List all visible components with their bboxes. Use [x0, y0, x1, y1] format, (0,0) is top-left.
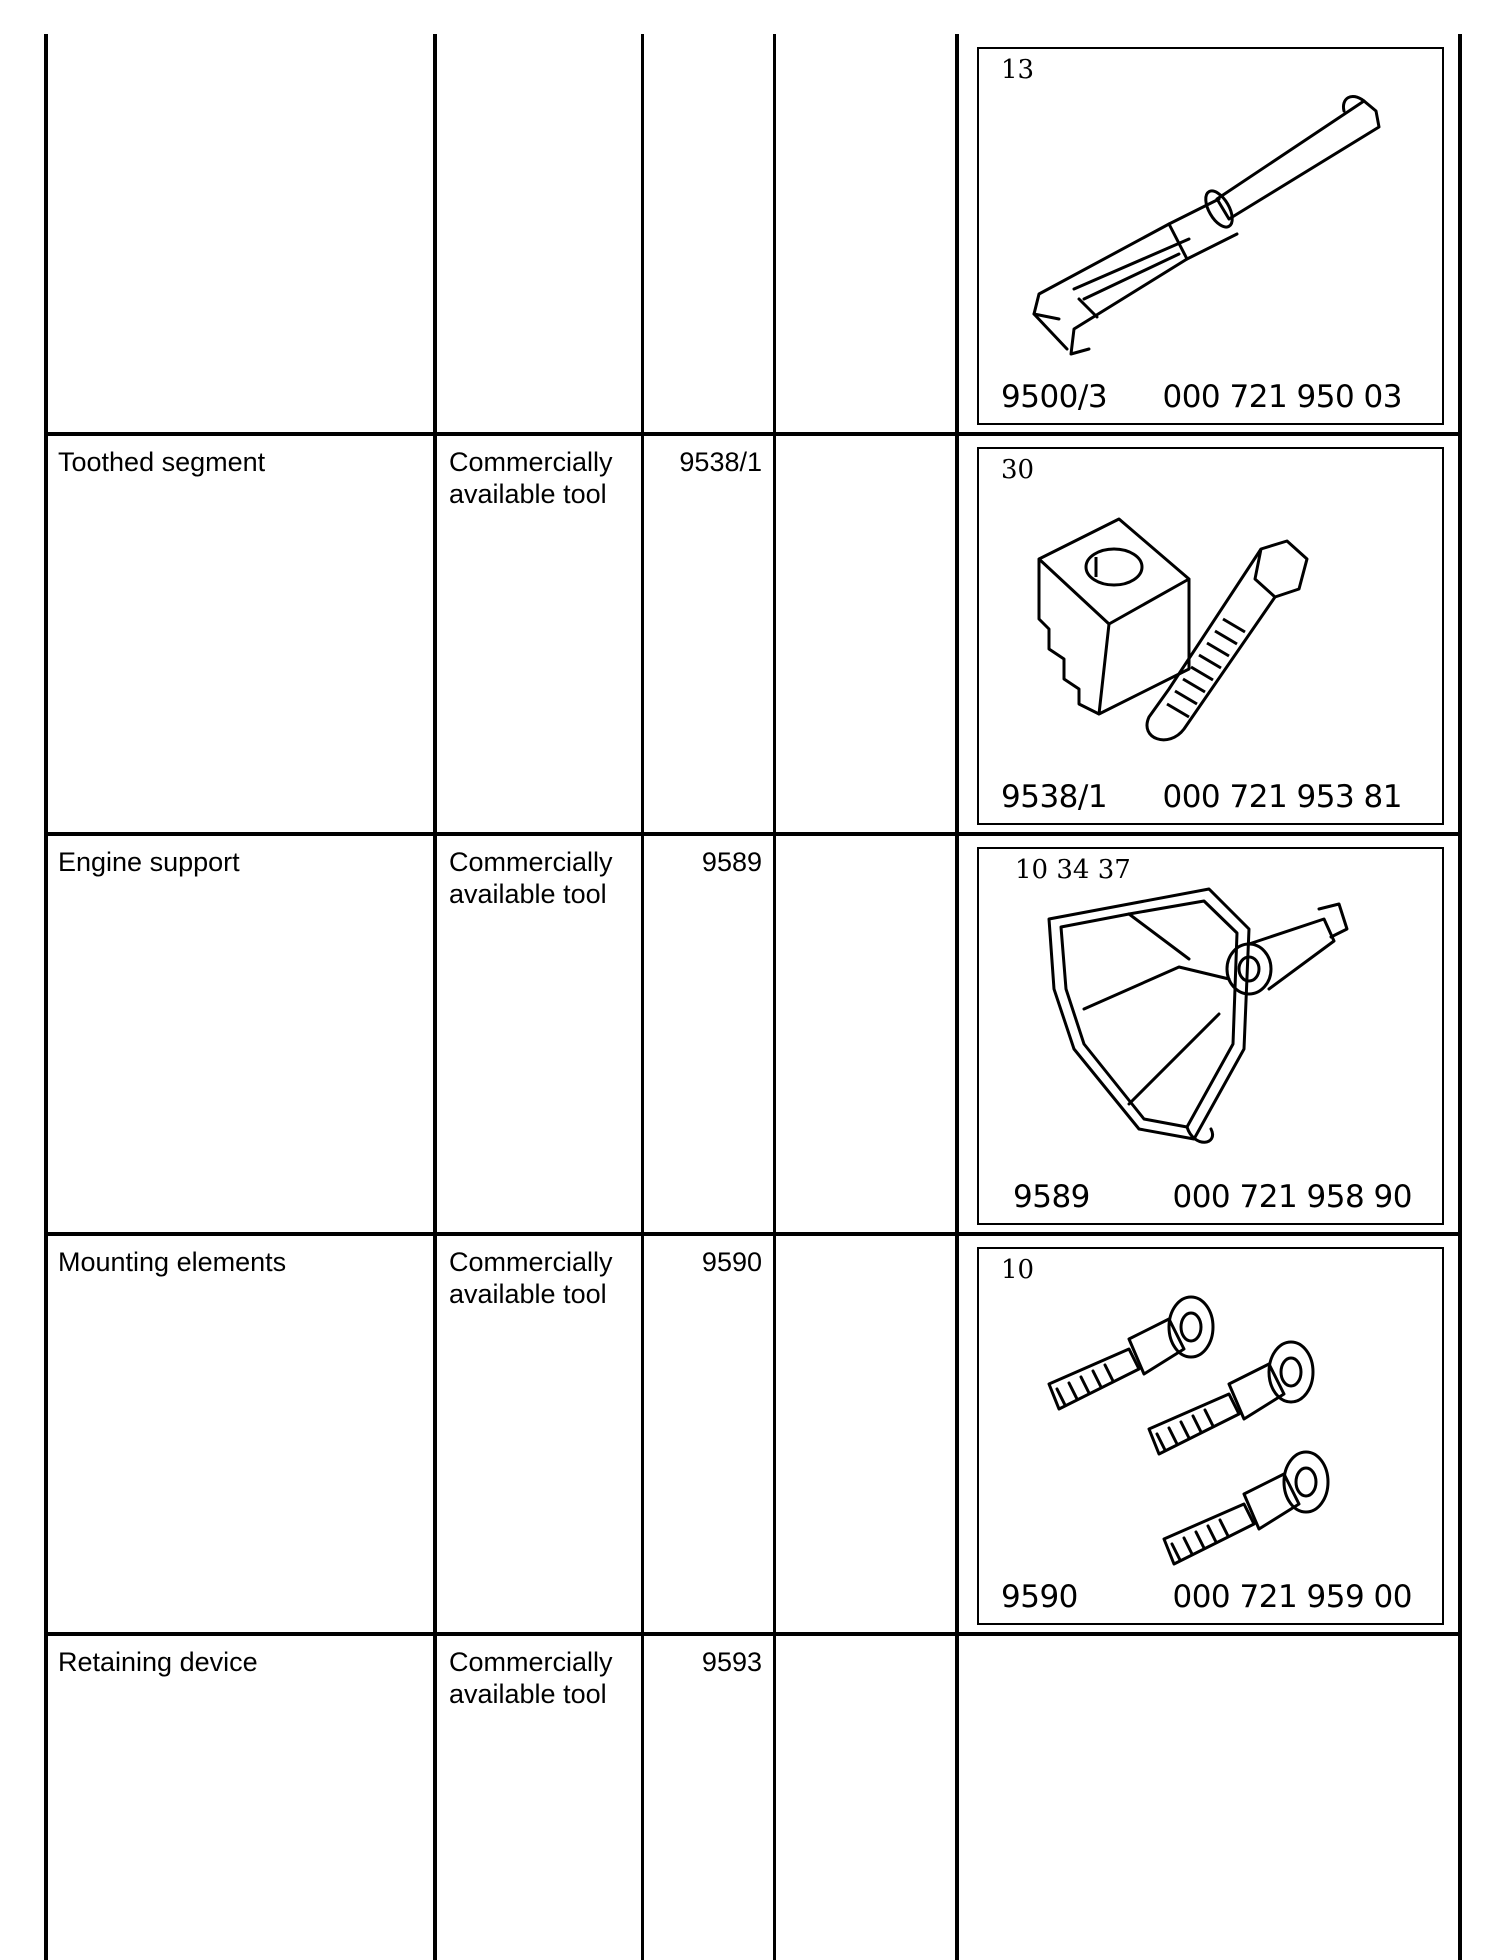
tool-figure [977, 847, 1444, 1225]
tool-number-cell: 9593 [701, 1647, 762, 1677]
figure-tool-code: 9500/3 [1001, 379, 1108, 415]
figure-reference: 13 [1001, 55, 1035, 85]
tool-figure [977, 1247, 1444, 1625]
designation-cell: Toothed segment [58, 447, 266, 477]
remark-cell: Commercially available tool [449, 847, 613, 909]
row-divider [46, 1632, 1462, 1636]
figure-tool-code: 9590 [1001, 1579, 1078, 1615]
mounting-bolts-icon [979, 1249, 1442, 1623]
table-border-left [44, 34, 48, 1960]
figure-tool-code: 9538/1 [1001, 779, 1108, 815]
designation-cell: Retaining device [58, 1647, 258, 1677]
remark-cell: Commercially available tool [449, 1247, 613, 1309]
table-border-right [1458, 34, 1462, 1960]
engine-support-icon [979, 849, 1442, 1223]
row-divider [46, 832, 1462, 836]
column-divider [641, 34, 644, 1960]
designation-cell: Engine support [58, 847, 240, 877]
column-divider [773, 34, 776, 1960]
column-divider [433, 34, 437, 1960]
tool-figure [977, 47, 1444, 425]
figure-reference: 30 [1001, 455, 1035, 485]
remark-cell: Commercially available tool [449, 447, 613, 509]
remark-cell: Commercially available tool [449, 1647, 613, 1709]
row-divider [46, 432, 1462, 436]
tool-number-cell: 9589 [701, 847, 762, 877]
figure-part-number: 000 721 958 90 [1172, 1179, 1412, 1215]
row-divider [46, 1232, 1462, 1236]
column-divider [955, 34, 959, 1960]
figure-part-number: 000 721 953 81 [1162, 779, 1402, 815]
figure-part-number: 000 721 950 03 [1162, 379, 1402, 415]
figure-reference: 10 [1001, 1255, 1035, 1285]
figure-part-number: 000 721 959 00 [1172, 1579, 1412, 1615]
figure-reference: 10 34 37 [1015, 855, 1131, 885]
tool-number-cell: 9590 [701, 1247, 762, 1277]
toothed-segment-icon [979, 449, 1442, 823]
figure-tool-code: 9589 [1013, 1179, 1090, 1215]
tool-number-cell: 9538/1 [679, 447, 762, 477]
tool-figure [977, 447, 1444, 825]
designation-cell: Mounting elements [58, 1247, 287, 1277]
puller-sleeve-icon [979, 49, 1442, 423]
